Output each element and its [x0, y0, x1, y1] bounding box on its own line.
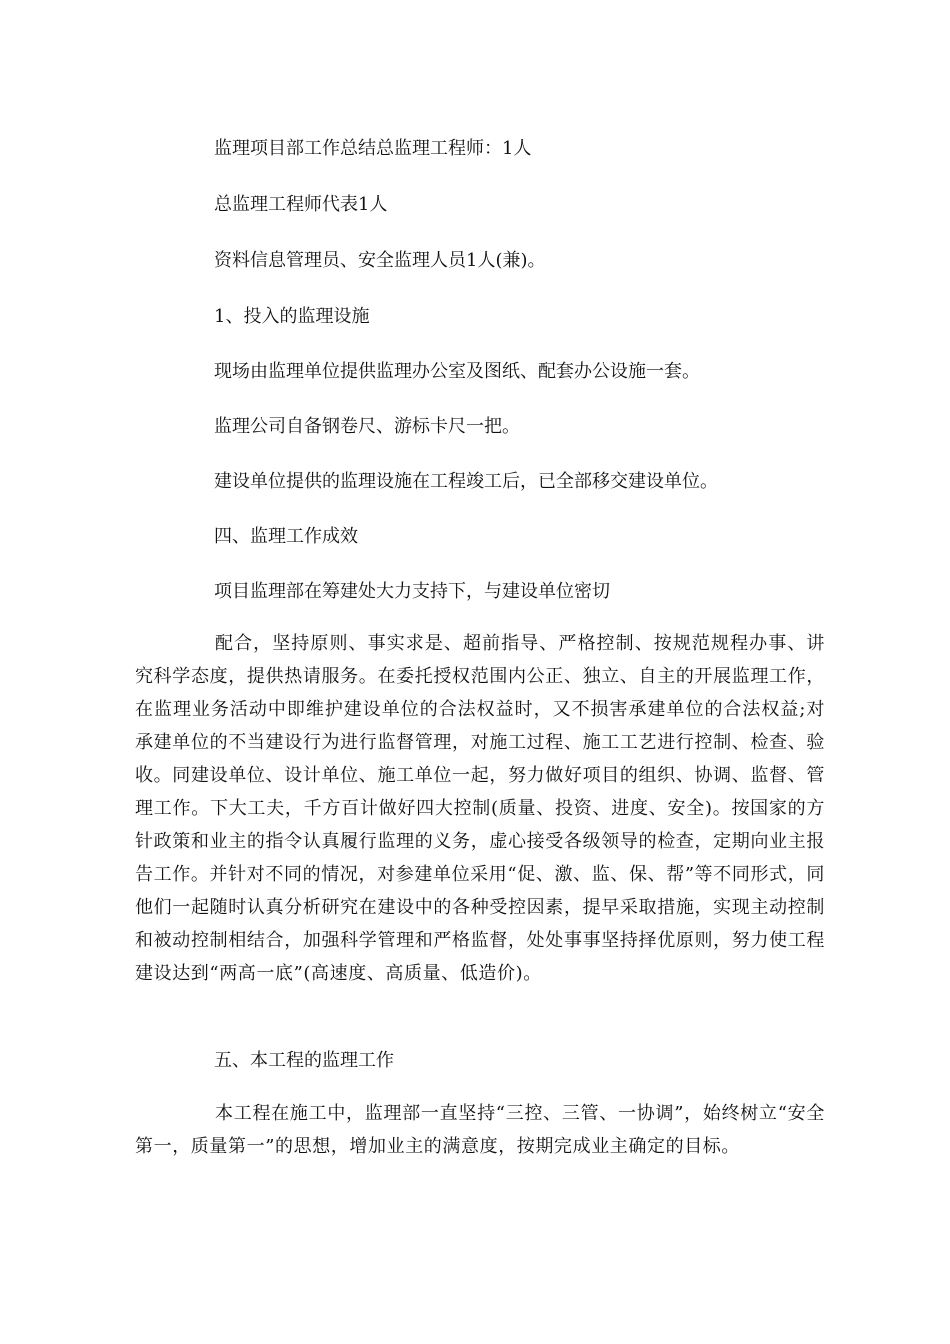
- facility-line-office: 现场由监理单位提供监理办公室及图纸、配套办公设施一套。: [214, 361, 700, 382]
- results-intro-line: 项目监理部在筹建处大力支持下，与建设单位密切: [214, 581, 610, 602]
- staff-line-info-manager: 资料信息管理员、安全监理人员1人(兼)。: [214, 250, 546, 271]
- facility-line-tools: 监理公司自备钢卷尺、游标卡尺一把。: [214, 416, 520, 437]
- supervision-paragraph: 本工程在施工中，监理部一直坚持“三控、三管、一协调”，始终树立“安全第一，质量第一”的思想，增加业主的满意度，按期完成业主确定的目标。: [135, 1103, 825, 1157]
- facility-line-handover: 建设单位提供的监理设施在工程竣工后，已全部移交建设单位。: [214, 471, 718, 492]
- results-paragraph: 配合，坚持原则、事实求是、超前指导、严格控制、按规范规程办事、讲究科学态度，提供热请服务。在委托授权范围内公正、独立、自主的开展监理工作，在监理业务活动中即维护建设单位的合法权益时，又不损害承建单位的合法权益;对承建单位的不当建设行为进行监督管理，对施工过程、施工工艺进行控制、检查、验收。同建设单位、设计单位、施工单位一起，努力做好项目的组织、协调、监督、管理工作。下大工夫，千方百计做好四大控制(质量、投资、进度、安全)。按国家的方针政策和业主的指令认真履行监理的义务，虚心接受各级领导的检查，定期向业主报告工作。并针对不同的情况，对参建单位采用“促、激、监、保、帮”等不同形式，同他们一起随时认真分析研究在建设中的各种受控因素，提早采取措施，实现主动控制和被动控制相结合，加强科学管理和严格监督，处处事事坚持择优原则，努力使工程建设达到“两高一底”(高速度、高质量、低造价)。: [135, 633, 825, 984]
- section-heading-results: 四、监理工作成效: [214, 526, 358, 547]
- section-heading-supervision: 五、本工程的监理工作: [214, 1050, 394, 1071]
- staff-line-chief-engineer: 监理项目部工作总结总监理工程师：1人: [214, 138, 532, 159]
- staff-line-deputy: 总监理工程师代表1人: [214, 194, 388, 215]
- section-heading-facilities: 1、投入的监理设施: [214, 306, 370, 327]
